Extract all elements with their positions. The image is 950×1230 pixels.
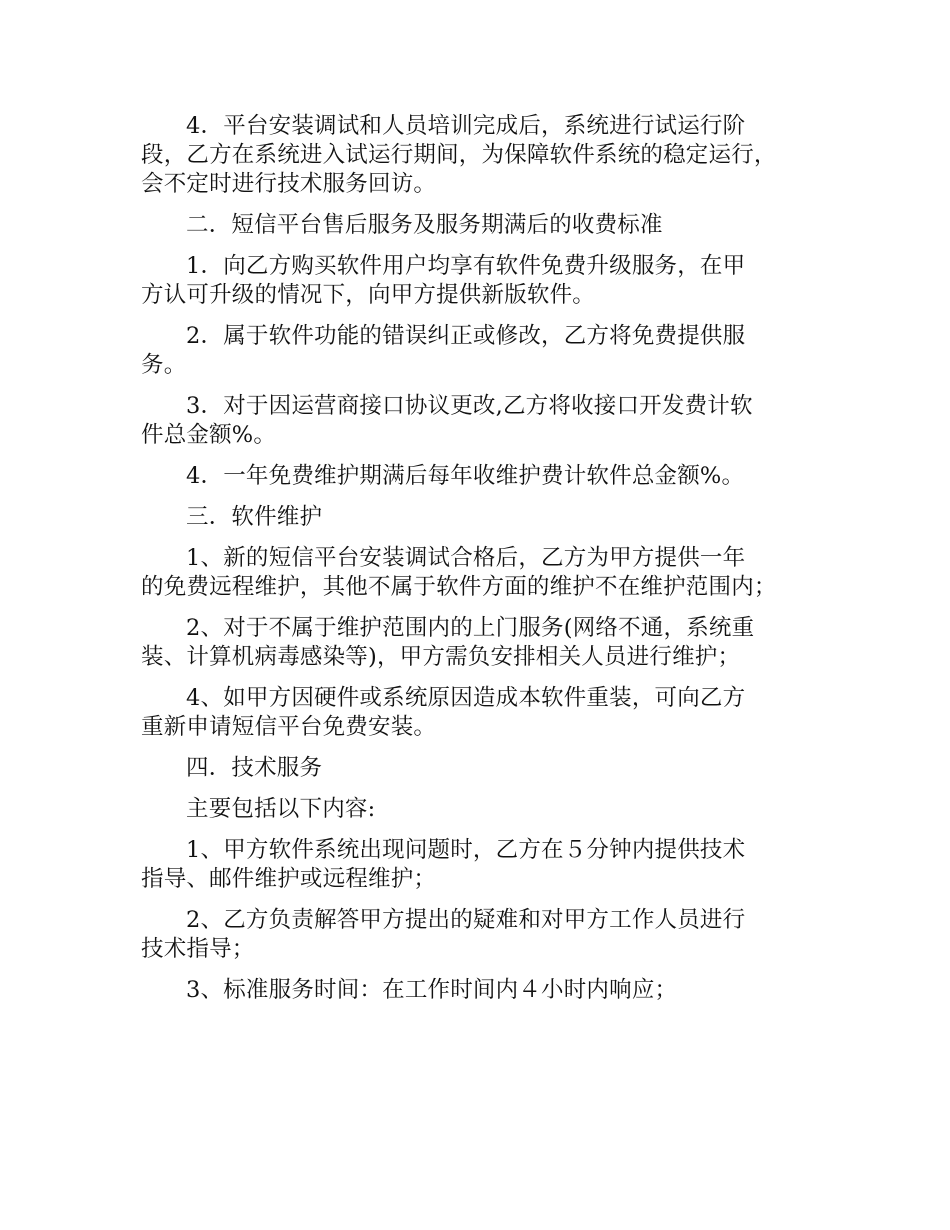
section-heading: 四．技术服务 [186, 755, 323, 781]
paragraph-line: 1．向乙方购买软件用户均享有软件免费升级服务，在甲 [186, 253, 746, 279]
section-heading: 三．软件维护 [186, 504, 323, 530]
paragraph-contents-intro [141, 795, 831, 824]
paragraph-line: 2、乙方负责解答甲方提出的疑难和对甲方工作人员进行 [186, 907, 746, 933]
section-heading: 二．短信平台售后服务及服务期满后的收费标准 [186, 212, 663, 238]
paragraph-line: 方认可升级的情况下，向甲方提供新版软件。 [141, 282, 596, 308]
paragraph-maintenance-fee [141, 462, 831, 491]
paragraph-line: 主要包括以下内容: [186, 796, 376, 822]
paragraph-line: 3．对于因运营商接口协议更改,乙方将收接口开发费计软 [186, 393, 753, 419]
paragraph-line: 会不定时进行技术服务回访。 [141, 171, 437, 197]
paragraph-line: 4．平台安装调试和人员培训完成后，系统进行试运行阶 [186, 113, 746, 139]
paragraph-reinstall [141, 684, 831, 742]
paragraph-error-correction [141, 322, 831, 380]
paragraph-line: 技术指导； [141, 936, 255, 962]
paragraph-line: 件总金额%。 [141, 422, 277, 448]
paragraph-line: 4．一年免费维护期满后每年收维护费计软件总金额%。 [186, 463, 745, 489]
paragraph-line: 的免费远程维护，其他不属于软件方面的维护不在维护范围内； [141, 574, 777, 600]
paragraph-line: 2．属于软件功能的错误纠正或修改，乙方将免费提供服 [186, 323, 746, 349]
paragraph-response-guidance [141, 836, 831, 894]
paragraph-line: 1、新的短信平台安装调试合格后，乙方为甲方提供一年 [186, 545, 746, 571]
paragraph-line: 装、计算机病毒感染等)，甲方需负安排相关人员进行维护； [141, 644, 741, 670]
document-body [141, 112, 831, 1017]
paragraph-line: 段，乙方在系统进入试运行期间，为保障软件系统的稳定运行， [141, 142, 777, 168]
paragraph-line: 指导、邮件维护或远程维护； [141, 866, 437, 892]
paragraph-line: 1、甲方软件系统出现问题时，乙方在５分钟内提供技术 [186, 837, 746, 863]
section-heading-software-maintenance [141, 503, 831, 532]
paragraph-interface-fee [141, 392, 831, 450]
paragraph-line: 务。 [141, 352, 187, 378]
paragraph-upgrade [141, 252, 831, 310]
paragraph-answer-questions [141, 906, 831, 964]
paragraph-line: 4、如甲方因硬件或系统原因造成本软件重装，可向乙方 [186, 685, 746, 711]
paragraph-remote-maintenance [141, 544, 831, 602]
paragraph-line: 3、标准服务时间：在工作时间内４小时内响应； [186, 977, 678, 1003]
section-heading-after-sales [141, 211, 831, 240]
paragraph-onsite-service [141, 614, 831, 672]
section-heading-technical-service [141, 754, 831, 783]
paragraph-line: 2、对于不属于维护范围内的上门服务(网络不通，系统重 [186, 615, 755, 641]
paragraph-trial-run [141, 112, 831, 199]
paragraph-line: 重新申请短信平台免费安装。 [141, 714, 437, 740]
paragraph-service-hours [141, 976, 831, 1005]
